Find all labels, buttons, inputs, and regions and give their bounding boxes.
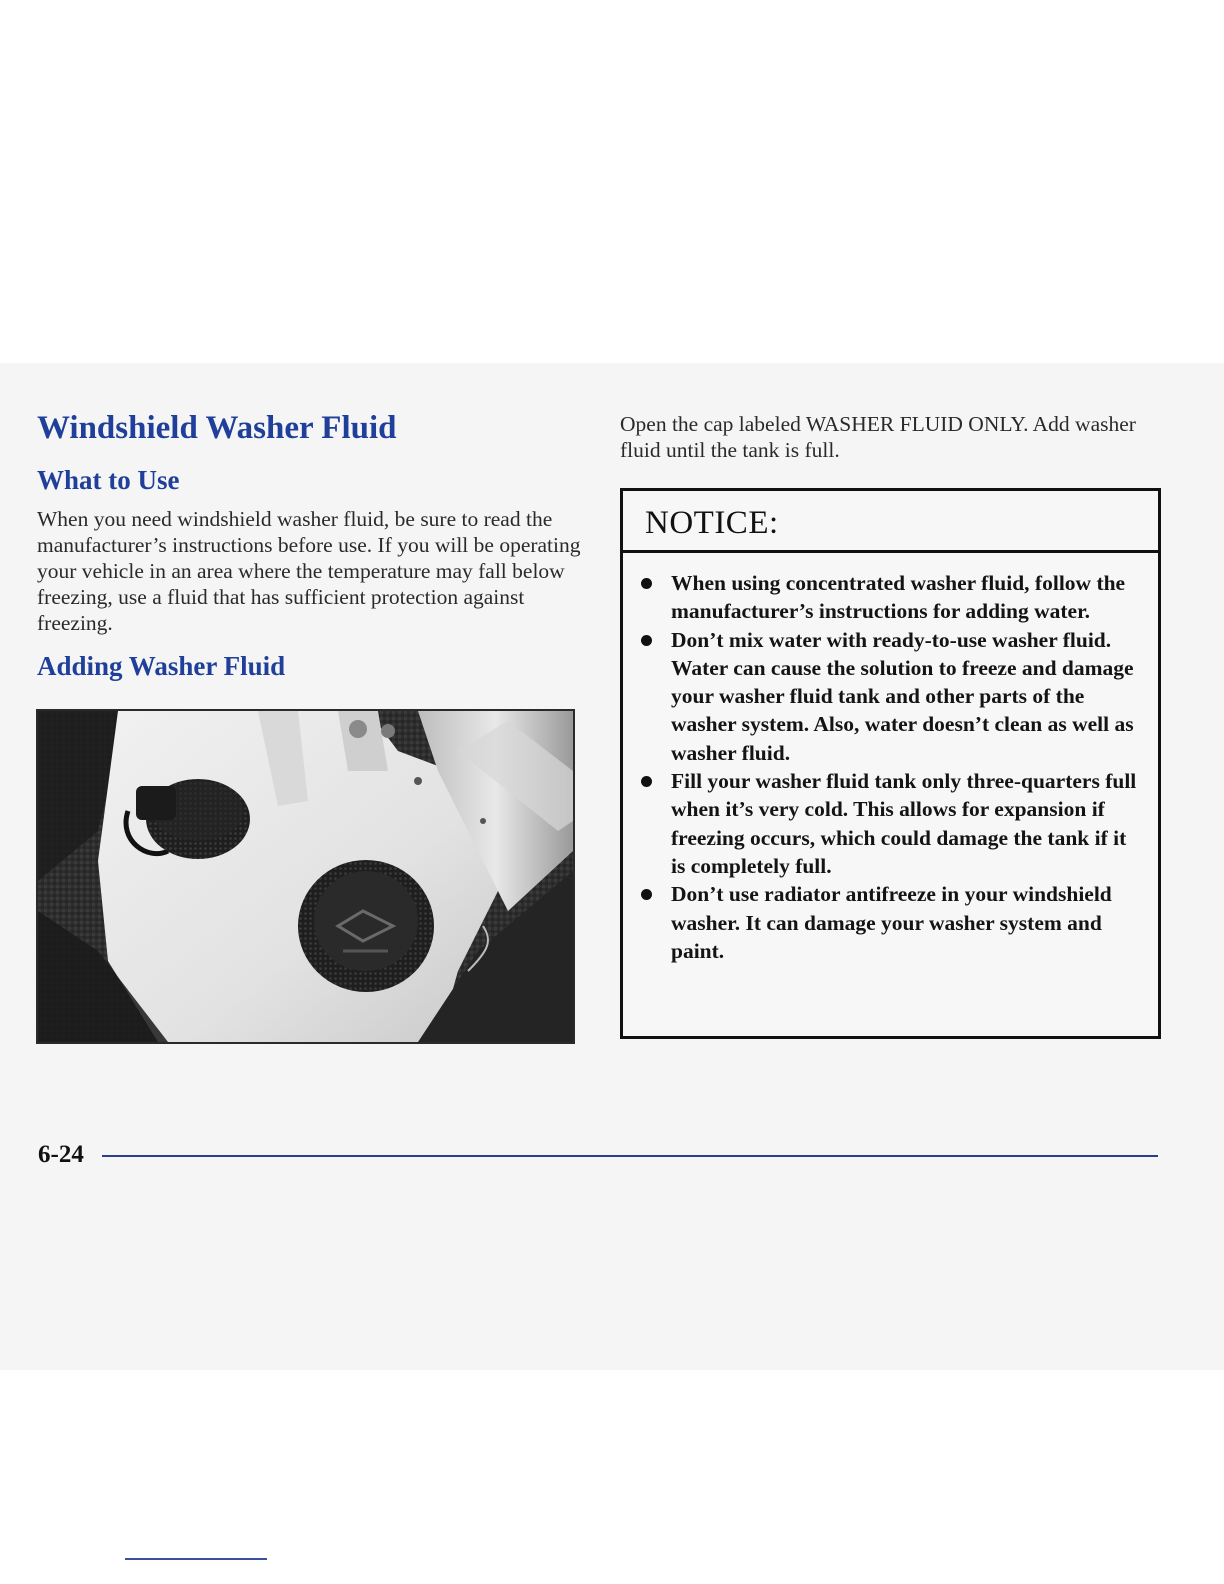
bullet-dot-icon [641, 635, 652, 646]
footer-rule [102, 1155, 1158, 1157]
notice-box [620, 488, 1161, 1039]
notice-item [671, 880, 1138, 965]
section-title: Windshield Washer Fluid [37, 410, 397, 446]
notice-item [671, 767, 1138, 880]
page-number: 6-24 [38, 1141, 84, 1168]
notice-item [671, 569, 1138, 626]
notice-item-text: Don’t mix water with ready-to-use washer fluid. Water can cause the solution to freeze and damage your washer fluid tank and other parts of the washer system. Also, water doesn’t clean as well as washer fluid. [671, 627, 1134, 765]
bullet-dot-icon [641, 776, 652, 787]
notice-title: NOTICE: [645, 505, 779, 541]
adding-instruction: Open the cap labeled WASHER FLUID ONLY. Add washer fluid until the tank is full. [620, 412, 1136, 462]
notice-item-text: Fill your washer fluid tank only three-quarters full when it’s very cold. This allows for expansion if freezing occurs, which could damage the tank if it is completely full. [671, 769, 1137, 878]
what-to-use-heading: What to Use [37, 465, 180, 495]
bullet-dot-icon [641, 889, 652, 900]
washer-reservoir-photo [36, 709, 575, 1044]
notice-list [623, 553, 1158, 965]
notice-item-text: When using concentrated washer fluid, follow the manufacturer’s instructions for adding water. [671, 571, 1126, 624]
notice-item-text: Don’t use radiator antifreeze in your windshield washer. It can damage your washer system and paint. [671, 882, 1112, 963]
bottom-rule [125, 1558, 267, 1560]
bullet-dot-icon [641, 578, 652, 589]
notice-header [623, 491, 1158, 553]
adding-washer-fluid-heading: Adding Washer Fluid [37, 651, 286, 681]
what-to-use-paragraph: When you need windshield washer fluid, be sure to read the manufacturer’s instructions before use. If you will be operating your vehicle in an area where the temperature may fall below freezing, use a fluid that has sufficient protection against freezing. [37, 507, 581, 635]
notice-item [671, 626, 1138, 767]
